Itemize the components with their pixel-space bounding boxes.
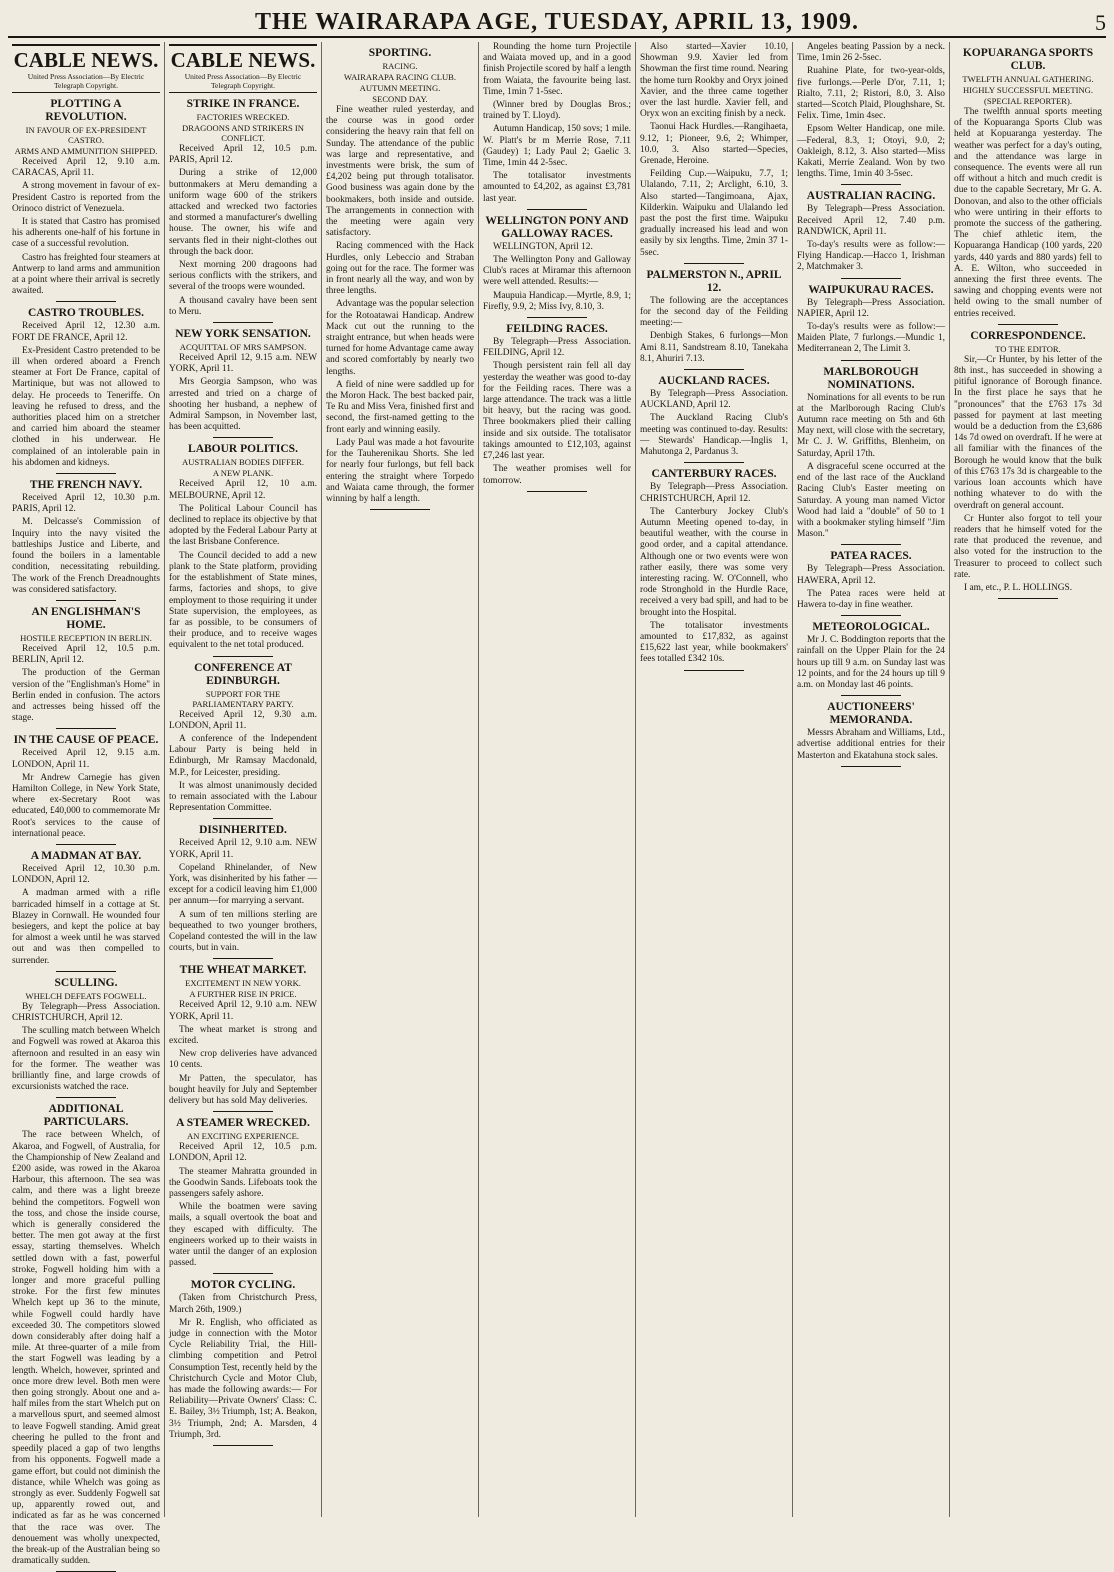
article-subheading: AUSTRALIAN BODIES DIFFER. bbox=[182, 457, 304, 468]
article bbox=[12, 307, 160, 474]
article-paragraph: To-day's results were as follow:— Flying Handicap.—Hacco 1, Irishman 2, Matchmaker 3. bbox=[797, 240, 945, 273]
article-paragraph: It was almost unanimously decided to remain associated with the Labour Representation Committee. bbox=[169, 780, 317, 814]
article-paragraph: (Winner bred by Douglas Bros.; trained by T. Lloyd). bbox=[483, 100, 631, 122]
article bbox=[12, 850, 160, 972]
article-divider bbox=[213, 656, 272, 657]
article-paragraph: Ex-President Castro pretended to be ill when ordered aboard a French steamer at Fort De France, capital of Martinique, but was not allowed to delay. He proceeds to Teneriffe. On leaving he refused to dress, and the authorities placed him on a stretcher and carried him aboard the steamer clothed in his underwear. He complained of an intolerable pain in his abdomen and kidneys. bbox=[12, 345, 160, 468]
article-paragraph: Epsom Welter Handicap, one mile.—Federal, 8.3, 1; Otoyi, 9.0, 2; Oakleigh, 8.12, 3. Also started—Miss Kakati, Merrie Zealand. Won by two lengths. Time, 1min 40 3-5sec. bbox=[797, 124, 945, 180]
article-divider bbox=[56, 844, 115, 845]
article-subheading: ARMS AND AMMUNITION SHIPPED. bbox=[14, 146, 158, 156]
article bbox=[169, 964, 317, 1112]
article-paragraph: Received April 12, 12.30 a.m. FORT DE FRANCE, April 12. bbox=[12, 321, 160, 343]
article-headline: PATEA RACES. bbox=[830, 550, 912, 563]
article-headline: A MADMAN AT BAY. bbox=[30, 849, 142, 862]
article-subheading: FACTORIES WRECKED. bbox=[196, 112, 290, 122]
column-credit: United Press Association—By Electric Telegraph Copyright. bbox=[12, 72, 160, 93]
article-headline: CORRESPONDENCE. bbox=[970, 329, 1086, 342]
article-paragraph: Received April 12, 10.5 p.m. BERLIN, April 12. bbox=[12, 643, 160, 666]
column-credit: United Press Association—By Electric Telegraph Copyright. bbox=[169, 72, 317, 93]
article-divider bbox=[527, 491, 586, 492]
article-paragraph: (Taken from Christchurch Press, March 26th, 1909.) bbox=[169, 1293, 317, 1315]
article-divider bbox=[56, 301, 115, 302]
article-divider bbox=[684, 670, 743, 671]
article-headline: MOTOR CYCLING. bbox=[190, 1279, 296, 1292]
article-paragraph: The Canterbury Jockey Club's Autumn Meeting opened to-day, in beautiful weather, with the course in good order, and a capital attendance. Although one or two events were won rather easily, there was some very interesting racing. W. O'Connell, who rode Stronghold in the Hurdle Race, received a very bad spill, and had to be brought into the Hospital. bbox=[640, 506, 788, 618]
article-paragraph: Angeles beating Passion by a neck. Time, 1min 26 2-5sec. bbox=[797, 42, 945, 64]
article-headline: SCULLING. bbox=[54, 976, 118, 989]
article bbox=[483, 323, 631, 492]
article-divider bbox=[998, 598, 1057, 599]
article-paragraph: The wheat market is strong and excited. bbox=[169, 1024, 317, 1046]
article-paragraph: Mr Andrew Carnegie has given Hamilton College, in New York State, where ex-Secretary Root was educated, £40,000 to commemorate Mr Root's services to the cause of international peace. bbox=[12, 772, 160, 839]
article-divider bbox=[213, 1273, 272, 1274]
article-paragraph: Also started—Xavier 10.10, Showman 9.9. Xavier led from Showman the first time round. Nearing the home turn Rookby and Oryx joined Xavier, and the three came together over the last hurdle. Xavier fell, and Oryx won an exciting finish by a neck. bbox=[640, 42, 788, 120]
article-paragraph: The Auckland Racing Club's meeting was continued to-day. Results:— Stewards' Handicap.—Inglis 1, Mahutonga 2, Pardanus 3. bbox=[640, 413, 788, 458]
article bbox=[169, 328, 317, 438]
column-6 bbox=[793, 42, 950, 1517]
article-headline: PLOTTING A REVOLUTION. bbox=[45, 98, 127, 123]
article-paragraph: Next morning 200 dragoons had serious conflicts with the strikers, and several of the troops were wounded. bbox=[169, 260, 317, 293]
article bbox=[12, 98, 160, 302]
article-paragraph: Mr R. English, who officiated as judge in connection with the Motor Cycle Reliability Trial, the Hill-climbing competition and Petrol Consumption Test, recently held by the Christchurch Cycle and Motor Club, has made the following awards:— For Reliability—Private Owners' Class: C. E. Bailey, 3½ Triumph, 1st; A. Beakon, 3½ Triumph, 2nd; A. Marsden, 4 Triumph, 3rd. bbox=[169, 1317, 317, 1440]
article-paragraph: The Council decided to add a new plank to the State platform, providing for the establishment of State mines, farms, factories and shops, to give employment to those requiring it under State supervision, the employees, as far as possible, to be consumers of their produce, and to receive wages equivalent to the net total produced. bbox=[169, 550, 317, 651]
article-divider bbox=[56, 1097, 115, 1098]
article-paragraph: Received April 12, 10.30 p.m. PARIS, April 12. bbox=[12, 493, 160, 515]
article-subheading: WAIRARAPA RACING CLUB. bbox=[343, 72, 457, 82]
article-paragraph: Denbigh Stakes, 6 furlongs—Mon Ami 8.11, Sandstream 8.10, Tanekaha 8.1, Ahuriri 7.13. bbox=[640, 331, 788, 364]
article-headline: WAIPUKURAU RACES. bbox=[808, 283, 934, 296]
article-paragraph: Fine weather ruled yesterday, and the course was in good order considering the heavy rain that fell on Sunday. The attendance of the public was large and representative, and investments were brisk, the sum of £4,202 being put through totalisator. Good business was again done by the bookmakers, both inside and outside. The arrangements in connection with the meeting were again very satisfactory. bbox=[326, 105, 474, 239]
article-headline: CANTERBURY RACES. bbox=[651, 468, 777, 481]
article-paragraph: Mr J. C. Boddington reports that the rainfall on the Upper Plain for the 24 hours up till 9 a.m. on Sunday last was 12 points, and for the 24 hours up till 9 a.m. on Monday last 46 points. bbox=[797, 635, 945, 690]
article-paragraph: By Telegraph—Press Association. NAPIER, April 12. bbox=[797, 297, 945, 319]
article-paragraph: To-day's results were as follow:— Maiden Plate, 7 furlongs.—Mundic 1, Mediterranean 2, The Limit 3. bbox=[797, 322, 945, 355]
article bbox=[640, 468, 788, 670]
article-paragraph: Taonui Hack Hurdles.—Rangihaeta, 9.12, 1; Pioneer, 9.6, 2; Whimper, 10.0, 3. Also started—Species, Grenade, Heroine. bbox=[640, 122, 788, 167]
article-divider bbox=[213, 818, 272, 819]
article-divider bbox=[684, 263, 743, 264]
article-paragraph: By Telegraph—Press Association. HAWERA, April 12. bbox=[797, 564, 945, 586]
article bbox=[169, 824, 317, 959]
masthead-title: THE WAIRARAPA AGE, TUESDAY, APRIL 13, 1909. bbox=[254, 9, 860, 35]
article bbox=[12, 479, 160, 601]
article-paragraph: The Political Labour Council has declined to replace its objective by that adopted by the Federal Labour Party at the last Brisbane Conference. bbox=[169, 503, 317, 548]
article-headline: IN THE CAUSE OF PEACE. bbox=[13, 734, 159, 747]
article-subheading: EXCITEMENT IN NEW YORK. bbox=[185, 978, 301, 989]
article-paragraph: Received April 12, 10.5 p.m. LONDON, April 12. bbox=[169, 1142, 317, 1164]
article bbox=[797, 284, 945, 361]
masthead bbox=[8, 6, 1106, 38]
article-paragraph: The sculling match between Whelch and Fogwell was rowed at Akaroa this afternoon and resulted in an easy win for the former. The weather was brilliantly fine, and large crowds of excursionists watched the race. bbox=[12, 1026, 160, 1093]
article bbox=[640, 375, 788, 463]
article bbox=[169, 98, 317, 323]
article-divider bbox=[56, 971, 115, 972]
article-headline: KOPUARANGA SPORTS CLUB. bbox=[962, 47, 1094, 72]
article-divider bbox=[213, 322, 272, 323]
article-paragraph: By Telegraph—Press Association. FEILDING, April 12. bbox=[483, 337, 631, 359]
article-paragraph: By Telegraph—Press Association. Received April 12, 7.40 p.m. RANDWICK, April 11. bbox=[797, 204, 945, 237]
article-paragraph: A conference of the Independent Labour Party is being held in Edinburgh, Mr Ramsay Macdonald, M.P., for Leicester, presiding. bbox=[169, 733, 317, 778]
article-subheading: HIGHLY SUCCESSFUL MEETING. bbox=[962, 85, 1094, 95]
column-banner: CABLE NEWS. bbox=[169, 44, 317, 72]
article-paragraph: Autumn Handicap, 150 sovs; 1 mile. W. Platt's br m Merrie Rose, 7.11 (Gaudey) 1; Lady Paul 2; Gaelic 3. Time, 1min 44 2-5sec. bbox=[483, 124, 631, 169]
article-subheading: SECOND DAY. bbox=[372, 94, 428, 104]
article-divider bbox=[841, 360, 900, 361]
article-divider bbox=[841, 278, 900, 279]
article bbox=[12, 734, 160, 845]
article-divider bbox=[998, 324, 1057, 325]
article bbox=[797, 701, 945, 767]
article bbox=[12, 1103, 160, 1572]
article-subheading: DRAGOONS AND STRIKERS IN CONFLICT. bbox=[182, 123, 304, 143]
article-paragraph: During a strike of 12,000 buttonmakers at Meru demanding a uniform wage 600 of the strikers attacked and wrecked two factories and stormed a manufacturer's dwelling house. The owner, his wife and servants fled in their night-clothes out through the back door. bbox=[169, 168, 317, 257]
article bbox=[797, 366, 945, 546]
article-headline: A STEAMER WRECKED. bbox=[176, 1117, 310, 1130]
article bbox=[169, 443, 317, 656]
article-headline: AN ENGLISHMAN'S HOME. bbox=[31, 605, 141, 631]
article-paragraph: The Patea races were held at Hawera to-day in fine weather. bbox=[797, 588, 945, 610]
article-paragraph: Cr Hunter also forgot to tell your readers that he himself voted for the rate that produced the revenue, and also voted for the instruction to the Treasurer to proceed to collect such rate. bbox=[954, 513, 1102, 580]
article-divider bbox=[213, 958, 272, 959]
article-paragraph: Castro has freighted four steamers at Antwerp to land arms and ammunition at a point where their arrival is secretly awaited. bbox=[12, 252, 160, 297]
column-5 bbox=[636, 42, 793, 1517]
article-headline: ADDITIONAL PARTICULARS. bbox=[43, 1103, 129, 1129]
article-headline: STRIKE IN FRANCE. bbox=[186, 98, 300, 110]
article-paragraph: I am, etc., P. L. HOLLINGS. bbox=[964, 582, 1073, 593]
article-paragraph: Messrs Abraham and Williams, Ltd., advertise additional entries for their Masterton and Ekatahuna stock sales. bbox=[797, 728, 945, 761]
article-subheading: ACQUITTAL OF MRS SAMPSON. bbox=[179, 342, 307, 353]
article-headline: NEW YORK SENSATION. bbox=[175, 328, 311, 341]
article-paragraph: Nominations for all events to be run at the Marlborough Racing Club's Autumn race meeting on 5th and 6th May next, will close with the secretary, Mr C. J. W. Griffiths, Blenheim, on Saturday, April 17th. bbox=[797, 392, 945, 459]
article-paragraph: Received April 12, 10.30 p.m. LONDON, April 12. bbox=[12, 863, 160, 886]
page-number: 5 bbox=[1095, 10, 1106, 35]
article-paragraph: Received April 12, 9.15 a.m. LONDON, April 11. bbox=[12, 748, 160, 770]
article bbox=[169, 662, 317, 820]
article-headline: LABOUR POLITICS. bbox=[188, 443, 298, 456]
article-headline: FEILDING RACES. bbox=[506, 323, 608, 336]
article-paragraph: Received April 12, 9.30 a.m. LONDON, April 11. bbox=[169, 709, 317, 731]
article-divider bbox=[370, 509, 429, 510]
article-subheading: WHELCH DEFEATS FOGWELL. bbox=[25, 990, 147, 1001]
article-headline: THE FRENCH NAVY. bbox=[29, 479, 143, 492]
article bbox=[954, 330, 1102, 599]
article-subheading: AN EXCITING EXPERIENCE. bbox=[187, 1131, 299, 1142]
article-paragraph: M. Delcasse's Commission of Inquiry into the navy visited the battleships Justice and Liberte, and found the boilers in a lamentable condition, necessitating rebuilding. The work of the French Dreadnoughts was considered satisfactory. bbox=[12, 517, 160, 595]
article-headline: CASTRO TROUBLES. bbox=[27, 307, 145, 320]
article bbox=[640, 269, 788, 370]
article-subheading: SUPPORT FOR THE PARLIAMENTARY PARTY. bbox=[192, 688, 294, 709]
article-divider bbox=[841, 184, 900, 185]
article-subheading: AUTUMN MEETING. bbox=[359, 83, 441, 93]
article bbox=[326, 47, 474, 510]
article-paragraph: The Wellington Pony and Galloway Club's races at Miramar this afternoon were well attended. Results:— bbox=[483, 255, 631, 288]
article-subheading: TO THE EDITOR. bbox=[995, 343, 1061, 354]
article bbox=[954, 47, 1102, 325]
article-paragraph: Sir,—Cr Hunter, by his letter of the 8th inst., has succeeded in showing a pitiful ignorance of Borough finance. In the first place he says that he "pronounces" that the £763 17s 3d passed for payment at last meeting would be a deduction from the £3,686 14s 7d owed on overdraft. If he were at all familiar with the finances of the Borough he would know that the bulk of this £763 17s 3d is chargeable to the various loan accounts which have nothing whatever to do with the overdraft on general account. bbox=[954, 354, 1102, 511]
article-headline: CONFERENCE AT EDINBURGH. bbox=[194, 661, 292, 687]
article-paragraph: Received April 12, 10 a.m. MELBOURNE, April 12. bbox=[169, 479, 317, 501]
article-subheading: HOSTILE RECEPTION IN BERLIN. bbox=[20, 632, 152, 643]
column-banner: CABLE NEWS. bbox=[12, 44, 160, 72]
article-headline: WELLINGTON PONY AND GALLOWAY RACES. bbox=[485, 214, 629, 240]
article-headline: MARLBOROUGH NOMINATIONS. bbox=[823, 365, 919, 391]
article-paragraph: Racing commenced with the Hack Hurdles, only Lebeccio and Straban going out for the race. The former was in front nearly all the way, and won by three lengths. bbox=[326, 241, 474, 297]
column-3 bbox=[322, 42, 479, 1517]
article bbox=[483, 42, 631, 210]
article-paragraph: A strong movement in favour of ex-President Castro is reported from the Orinoco district of Venezuela. bbox=[12, 181, 160, 214]
article-paragraph: By Telegraph—Press Association. CHRISTCHURCH, April 12. bbox=[640, 482, 788, 504]
article-paragraph: While the boatmen were saving mails, a squall overtook the boat and they escaped with difficulty. The engineers worked up to their waists in water until the danger of an explosion passed. bbox=[169, 1202, 317, 1269]
article-headline: SPORTING. bbox=[368, 47, 432, 59]
article-paragraph: A sum of ten millions sterling are bequeathed to two younger brothers, Copeland contested the will in the law courts, but in vain. bbox=[169, 909, 317, 954]
column-1 bbox=[8, 42, 165, 1567]
article-subheading: IN FAVOUR OF EX-PRESIDENT CASTRO. bbox=[25, 125, 147, 145]
article-paragraph: Maupuia Handicap.—Myrtle, 8.9, 1; Firefly, 9.9, 2; Miss Ivy, 8.10, 3. bbox=[483, 290, 631, 312]
article-paragraph: The production of the German version of the "Englishman's Home" in Berlin ended in confusion. The actors and actresses being hissed off the stage. bbox=[12, 668, 160, 724]
article-divider bbox=[841, 544, 900, 545]
article-divider bbox=[841, 695, 900, 696]
article bbox=[12, 977, 160, 1099]
article-subheading: (SPECIAL REPORTER). bbox=[984, 96, 1072, 106]
article-headline: DISINHERITED. bbox=[199, 824, 287, 837]
article-headline: THE WHEAT MARKET. bbox=[179, 964, 307, 977]
article bbox=[640, 42, 788, 264]
article-headline: METEOROLOGICAL. bbox=[812, 621, 930, 634]
article-divider bbox=[213, 437, 272, 438]
article-headline: PALMERSTON N., APRIL 12. bbox=[646, 268, 782, 294]
article-paragraph: The following are the acceptances for the second day of the Feilding meeting:— bbox=[640, 295, 788, 329]
article-paragraph: Advantage was the popular selection for the Rotoatawai Handicap. Andrew Mack cut out the running to the straight entrance, but when heads were turned for home Advantage came away and scored comfortably by nearly two lengths. bbox=[326, 299, 474, 377]
article-paragraph: Feilding Cup.—Waipuku, 7.7, 1; Ulalando, 7.11, 2; Arclight, 6.10, 3. Also started—Tangimoana, Ajax, Kilderkin. Waipuku and Ulalando led past the post the first time. Waipuku gradually increased his lead and won easily by six lengths. Time, 2min 37 1-5sec. bbox=[640, 169, 788, 258]
article bbox=[797, 190, 945, 278]
article-paragraph: By Telegraph—Press Association. CHRISTCHURCH, April 12. bbox=[12, 1001, 160, 1023]
article-paragraph: Received April 12, 9.15 a.m. NEW YORK, April 11. bbox=[169, 353, 317, 375]
article-divider bbox=[841, 615, 900, 616]
column-7 bbox=[950, 42, 1106, 1517]
article bbox=[169, 1117, 317, 1274]
article-divider bbox=[213, 1445, 272, 1446]
article-paragraph: Received April 12, 9.10 a.m. NEW YORK, April 11. bbox=[169, 1000, 317, 1022]
article-paragraph: Received April 12, 9.10 a.m. CARACAS, April 11. bbox=[12, 157, 160, 179]
article-divider bbox=[684, 462, 743, 463]
article-paragraph: The race between Whelch, of Akaroa, and Fogwell, of Australia, for the Championship of New Zealand and £200 aside, was rowed in the Akaroa Harbour, this afternoon. The sea was calm, and there was a light breeze behind the competitors. Fogwell won the toss, and chose the inside course, which is generally considered the better. The men got away at the first essay, starting themselves. Whelch settled down with a fast, powerful stroke, Fogwell holding him with a longer and more graceful pulling stroke. For the first few minutes Whelch kept up 36 to the minute, while Fogwell could hardly have exceeded 30. The competitors slowed down considerably after doing half a mile. At three-quarter of a mile from the start Fogwell was leading by a length. Whelch, however, sprinted and once more drew level. Both men were then going strongly. About one and a-half miles from the start Whelch put on a marvellous spurt, and seemed almost to leave Fogwell standing. Amid great cheering he pulled to the front and speedily placed a gap of two lengths from his opponents. Fogwell made a game effort, but could not diminish the distance, while Whelch was going as strongly as ever. Suddenly Fogwell sat up, apparently rowed out, and indicated as far as he was concerned that the race was over. The denouement was wholly unexpected, the break-up of the Australian being so dramatically sudden. bbox=[12, 1130, 160, 1567]
article-paragraph: Though persistent rain fell all day yesterday the weather was good to-day for the Feilding races. There was a large attendance. The track was a little bit heavy, but the racing was good. Three bookmakers plied their calling inside and six outside. The totalisator takings amounted to £12,103, against £7,246 last year. bbox=[483, 361, 631, 462]
article bbox=[797, 550, 945, 616]
article-divider bbox=[56, 600, 115, 601]
article-paragraph: Mrs Georgia Sampson, who was arrested and tried on a charge of shooting her husband, a nephew of Admiral Sampson, in November last, has been acquitted. bbox=[169, 377, 317, 433]
article-paragraph: By Telegraph—Press Association. AUCKLAND, April 12. bbox=[640, 389, 788, 411]
article-divider bbox=[56, 473, 115, 474]
article-subheading: A NEW PLANK. bbox=[212, 468, 274, 479]
article-paragraph: Rounding the home turn Projectile and Waiata moved up, and in a good finish Projectile scored by half a length from Waiata, the favourite being last. Time, 1min 7 1-5sec. bbox=[483, 42, 631, 97]
article-headline: AUCTIONEERS' MEMORANDA. bbox=[827, 701, 915, 727]
article-subheading: RACING. bbox=[382, 61, 418, 71]
article-paragraph: New crop deliveries have advanced 10 cents. bbox=[169, 1049, 317, 1071]
article-headline: AUCKLAND RACES. bbox=[658, 375, 770, 388]
article bbox=[797, 621, 945, 696]
article-paragraph: Mr Patten, the speculator, has bought heavily for July and September delivery but has sold May deliveries. bbox=[169, 1073, 317, 1106]
article-divider bbox=[684, 369, 743, 370]
article-subheading: A FURTHER RISE IN PRICE. bbox=[189, 989, 297, 1000]
article-paragraph: The weather promises well for tomorrow. bbox=[483, 464, 631, 486]
article-divider bbox=[213, 1111, 272, 1112]
column-4 bbox=[479, 42, 636, 1517]
article-subheading: TWELFTH ANNUAL GATHERING. bbox=[962, 74, 1094, 84]
article-divider bbox=[527, 317, 586, 318]
columns bbox=[8, 42, 1106, 1567]
article-paragraph: The totalisator investments amounted to £4,202, as against £3,781 last year. bbox=[483, 171, 631, 204]
article-paragraph: Lady Paul was made a hot favourite for the Tauherenikau Shorts. She led for nearly four furlongs, but fell back entering the straight where Torpedo and Waiata came through, the former winning by half a length. bbox=[326, 437, 474, 504]
article-paragraph: WELLINGTON, April 12. bbox=[493, 241, 593, 252]
article-divider bbox=[527, 209, 586, 210]
article bbox=[797, 42, 945, 185]
article-paragraph: A field of nine were saddled up for the Moron Hack. The best backed pair, Te Ru and Miss Vera, finished first and second, the first-named getting to the front early and winning easily. bbox=[326, 379, 474, 435]
article-paragraph: The twelfth annual sports meeting of the Kopuaranga Sports Club was held at Kopuaranga yesterday. The weather was perfect for a day's outing, and the attendance was large in consequence. The events were all run off without a hitch and much credit is due to the capable Secretary, Mr G. A. Donovan, and also to the other officials who were untiring in their efforts to promote the success of the gathering. The chief athletic item, the Kopuaranga Handicap (100 yards, 220 yards, 440 yards and 880 yards) fell to A. E. Wilton, who succeeded in annexing the first three events. The sawing and chopping events were not held owing to the small number of entries received. bbox=[954, 107, 1102, 319]
article bbox=[12, 606, 160, 729]
article-paragraph: The steamer Mahratta grounded in the Goodwin Sands. Lifeboats took the passengers safely ashore. bbox=[169, 1166, 317, 1200]
article-paragraph: Received April 12, 10.5 p.m. PARIS, April 12. bbox=[169, 144, 317, 166]
article-paragraph: A disgraceful scene occurred at the end of the last race of the Auckland Racing Club's Easter meeting on Saturday. A young man named Victor Wood had laid a "double" of 50 to 1 with a bookmaker styling himself "Jim Mason." bbox=[797, 461, 945, 540]
article-paragraph: Ruahine Plate, for two-year-olds, five furlongs.—Perle D'or, 7.11, 1; Rialto, 7.11, 2; Ristori, 8.0, 3. Also started—Scotch Plaid, Ploughshare, St. Felix. Time, 1min 4sec. bbox=[797, 66, 945, 122]
article bbox=[169, 1279, 317, 1446]
article-headline: AUSTRALIAN RACING. bbox=[806, 190, 936, 203]
article-paragraph: A thousand cavalry have been sent to Meru. bbox=[169, 295, 317, 317]
article-paragraph: The totalisator investments amounted to £17,832, as against £15,622 last year, while bookmakers' fees totalled £342 10s. bbox=[640, 620, 788, 665]
article-paragraph: Received April 12, 9.10 a.m. NEW YORK, April 11. bbox=[169, 838, 317, 860]
article-paragraph: Copeland Rhinelander, of New York, was disinherited by his father —except for a codicil leaving him £1,000 per annum—for marrying a servant. bbox=[169, 862, 317, 907]
article bbox=[483, 215, 631, 318]
column-2 bbox=[165, 42, 322, 1517]
article-divider bbox=[56, 728, 115, 729]
article-paragraph: A madman armed with a rifle barricaded himself in a cottage at St. Blazey in Cornwall. He wounded four besiegers, and kept the police at bay for almost a week until he was starved out and was then compelled to surrender. bbox=[12, 888, 160, 966]
article-divider bbox=[841, 766, 900, 767]
article-paragraph: It is stated that Castro has promised his adherents one-half of his fortune in case of a successful revolution. bbox=[12, 217, 160, 250]
